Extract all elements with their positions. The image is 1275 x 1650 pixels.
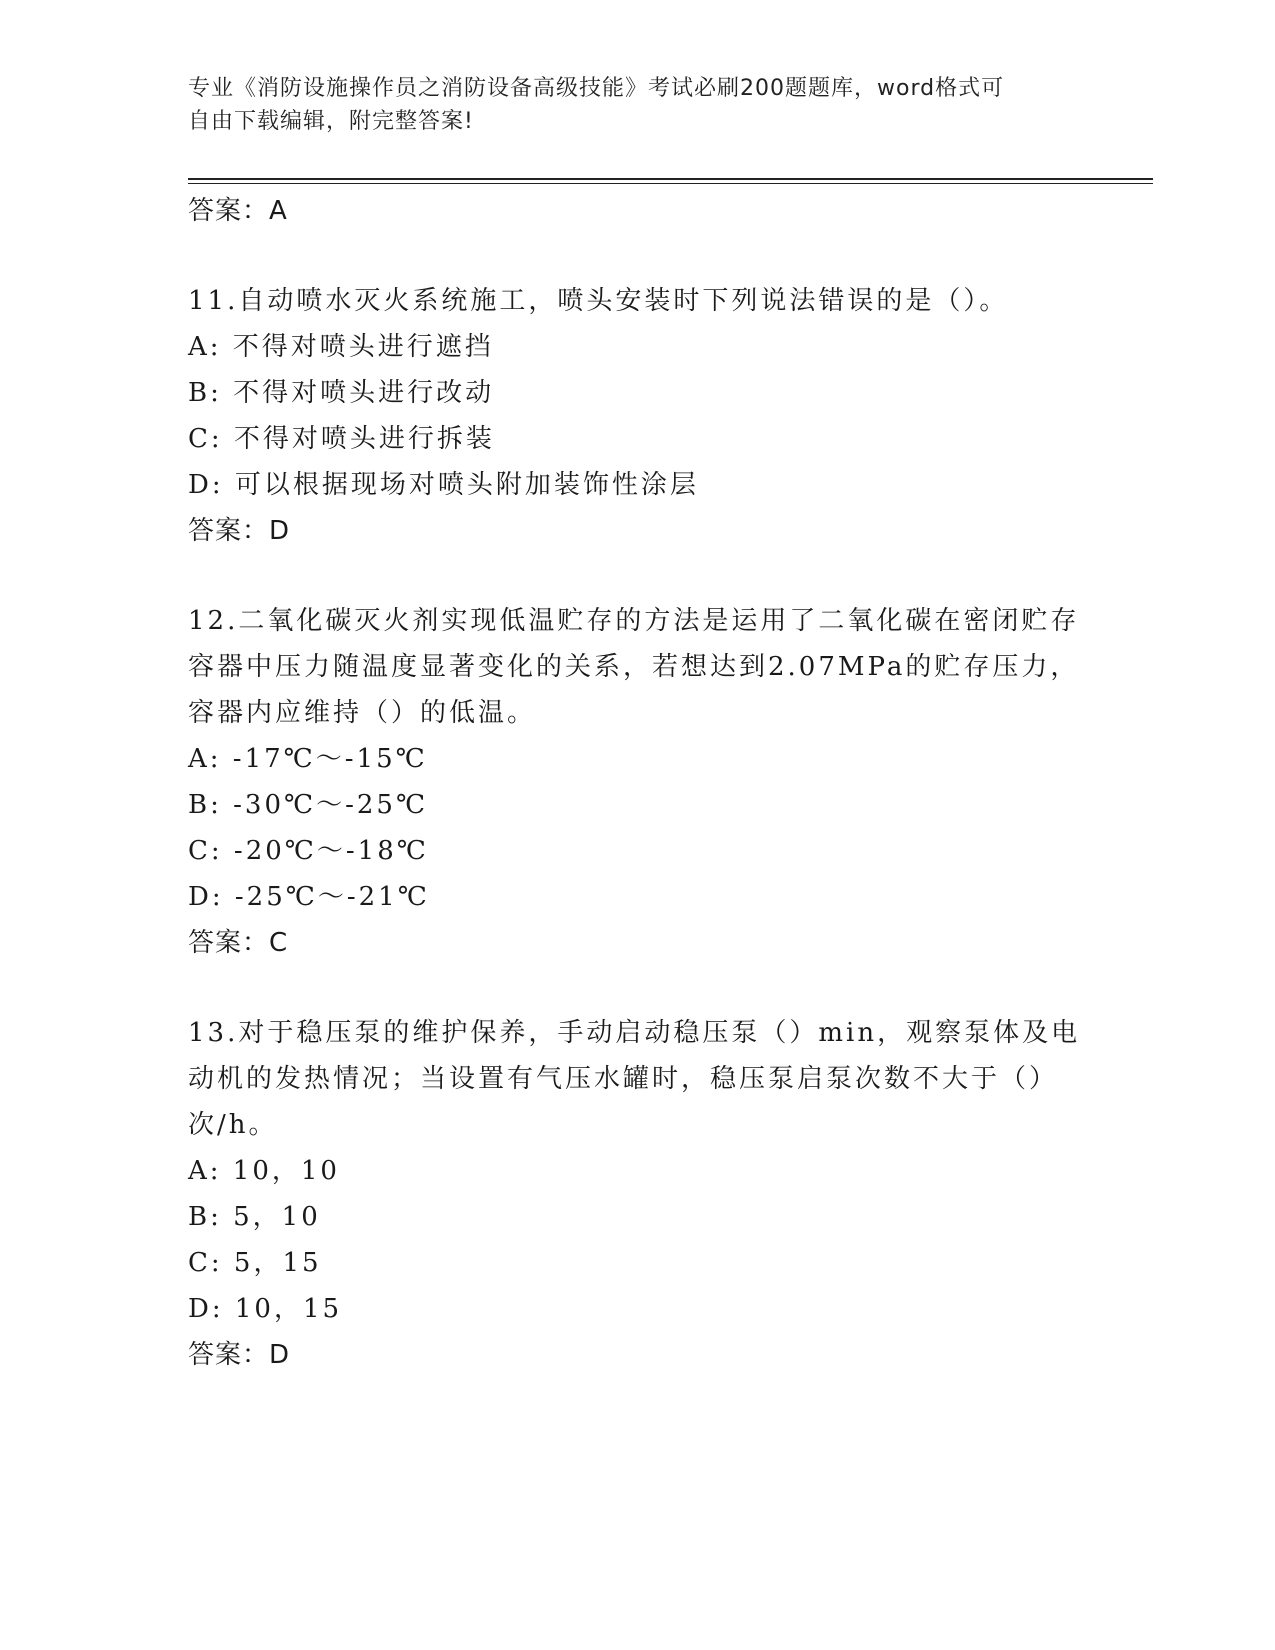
question-text: 12.二氧化碳灭火剂实现低温贮存的方法是运用了二氧化碳在密闭贮存 xyxy=(188,606,1080,636)
option-b: B: -30℃～-25℃ xyxy=(188,790,429,820)
header-rule-thick xyxy=(188,178,1153,180)
option-d: D: -25℃～-21℃ xyxy=(188,882,430,912)
question-block xyxy=(188,598,1088,966)
spacer xyxy=(188,554,1153,598)
option-d: D: 可以根据现场对喷头附加装饰性涂层 xyxy=(188,470,699,500)
question-text: 动机的发热情况；当设置有气压水罐时，稳压泵启泵次数不大于（） xyxy=(188,1064,1059,1094)
answer-line: 答案：D xyxy=(188,1340,291,1370)
question-text: 次/h。 xyxy=(188,1110,278,1140)
option-a: A: -17℃～-15℃ xyxy=(188,744,428,774)
document-body xyxy=(188,188,1153,1378)
option-c: C: 不得对喷头进行拆装 xyxy=(188,424,495,454)
answer-line: 答案：A xyxy=(188,196,288,226)
spacer xyxy=(188,234,1153,278)
option-a: A: 10，10 xyxy=(188,1156,340,1186)
question-text: 容器中压力随温度显著变化的关系，若想达到2.07MPa的贮存压力， xyxy=(188,652,1080,682)
option-a: A: 不得对喷头进行遮挡 xyxy=(188,332,494,362)
option-d: D: 10，15 xyxy=(188,1294,343,1324)
spacer xyxy=(188,966,1153,1010)
question-text: 11.自动喷水灭火系统施工，喷头安装时下列说法错误的是（）。 xyxy=(188,286,1009,316)
question-block xyxy=(188,278,1088,554)
option-c: C: 5，15 xyxy=(188,1248,322,1278)
option-b: B: 5，10 xyxy=(188,1202,321,1232)
header-rule-thin xyxy=(188,183,1153,184)
header-line-2: 自由下载编辑，附完整答案! xyxy=(188,109,474,134)
option-c: C: -20℃～-18℃ xyxy=(188,836,429,866)
question-text: 13.对于稳压泵的维护保养，手动启动稳压泵（）min，观察泵体及电 xyxy=(188,1018,1081,1048)
question-block xyxy=(188,1010,1088,1378)
page-header xyxy=(188,72,1068,138)
answer-line: 答案：D xyxy=(188,516,291,546)
question-text: 容器内应维持（）的低温。 xyxy=(188,698,537,728)
answer-line: 答案：C xyxy=(188,928,289,958)
option-b: B: 不得对喷头进行改动 xyxy=(188,378,495,408)
header-line-1: 专业《消防设施操作员之消防设备高级技能》考试必刷200题题库，word格式可 xyxy=(188,76,1005,101)
